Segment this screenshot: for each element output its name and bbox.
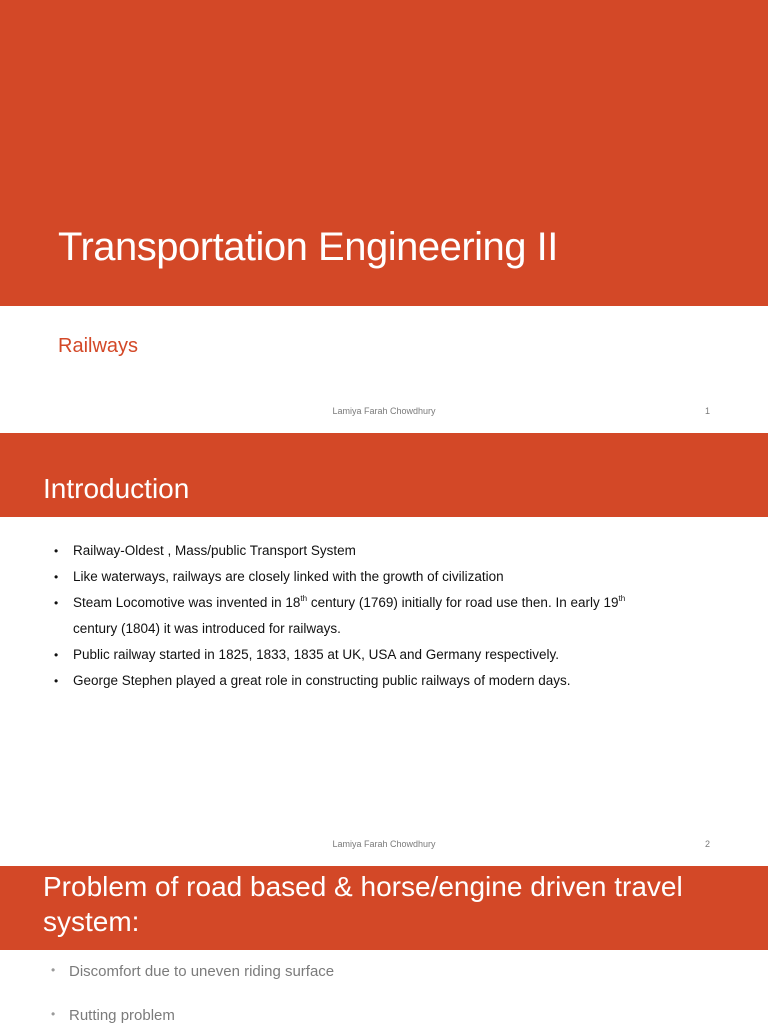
slide-subtitle: Railways (58, 335, 139, 357)
superscript: th (618, 594, 626, 603)
bullet-text: Discomfort due to uneven riding surface (69, 963, 335, 980)
list-item (52, 590, 692, 642)
title-line: Problem of road based & horse/engine driven travel (43, 871, 683, 902)
bullet-text: George Stephen played a great role in constructing public railways of modern days. (73, 673, 571, 688)
list-item (52, 564, 692, 590)
slide-3 (0, 866, 768, 1024)
bullet-text: Like waterways, railways are closely linked with the growth of civilization (73, 569, 504, 584)
bullet-list (52, 538, 692, 694)
title-band (0, 433, 768, 517)
list-item (52, 668, 692, 694)
list-item (48, 1007, 728, 1024)
list-item (48, 963, 728, 985)
slide-1 (0, 0, 768, 433)
title-line: system: (43, 906, 140, 937)
superscript: th (300, 594, 308, 603)
slide-2 (0, 433, 768, 866)
title-band (0, 866, 768, 950)
bullet-text: Steam Locomotive was invented in 18 (73, 595, 301, 610)
list-item (52, 642, 692, 668)
page-number: 1 (704, 406, 710, 416)
bullet-text: Railway-Oldest , Mass/public Transport System (73, 543, 356, 558)
footer-author: Lamiya Farah Chowdhury (332, 406, 436, 416)
slide-title: Introduction (43, 473, 190, 504)
bullet-text: Public railway started in 1825, 1833, 1835 at UK, USA and Germany respectively. (73, 647, 560, 662)
bullet-text: century (1769) initially for road use then. In early 19 (307, 595, 619, 610)
bullet-text: Rutting problem (69, 1007, 175, 1024)
list-item (52, 538, 692, 564)
slide-title: Transportation Engineering II (58, 225, 558, 269)
footer-author: Lamiya Farah Chowdhury (332, 839, 436, 849)
title-band (0, 0, 768, 306)
bullet-list (48, 963, 728, 1024)
slide-title (43, 869, 723, 939)
bullet-text: century (1804) it was introduced for railways. (73, 621, 341, 636)
page-number: 2 (704, 839, 710, 849)
